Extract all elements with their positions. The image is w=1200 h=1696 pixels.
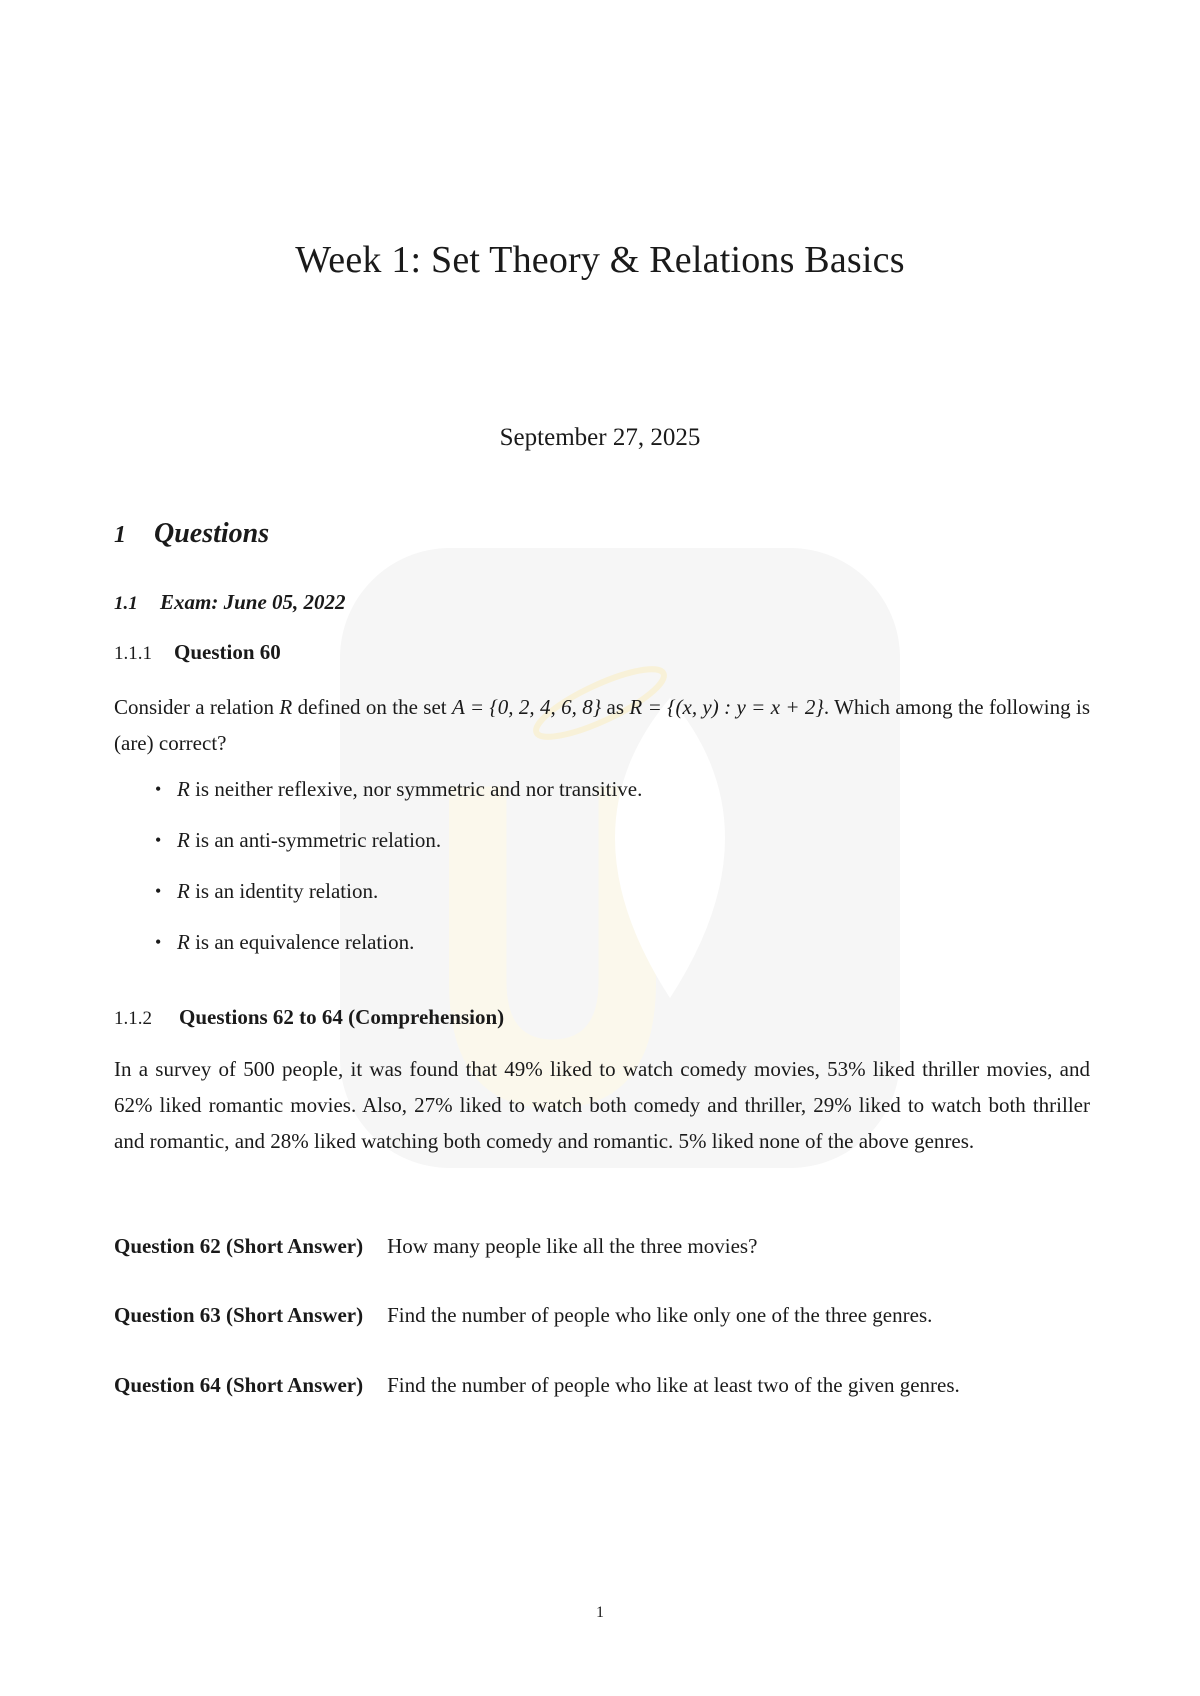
option-text: is an identity relation. (189, 879, 379, 903)
subsection-number: 1.1 (114, 593, 138, 614)
q60-text-part: . Which among the following is (are) correct? (114, 695, 1091, 755)
question-label: Question 63 (Short Answer) (114, 1303, 364, 1327)
math-var-r: R (177, 930, 190, 954)
document-title: Week 1: Set Theory & Relations Basics (295, 239, 905, 281)
list-item (155, 929, 642, 980)
subsubsection-number: 1.1.2 (114, 1008, 152, 1029)
page-number: 1 (596, 1604, 604, 1621)
q60-text-part: defined on the set (292, 695, 453, 719)
q60-text-part: as (601, 695, 630, 719)
math-var-r: R (177, 879, 190, 903)
option-text: is an equivalence relation. (189, 930, 415, 954)
question-text: Find the number of people who like only one of the three genres. (387, 1303, 933, 1327)
subsection-heading-exam (114, 590, 346, 615)
list-item (155, 827, 642, 878)
section-number: 1 (114, 522, 126, 548)
math-set-a: A = {0, 2, 4, 6, 8} (452, 695, 602, 719)
math-relation-r: R = {(x, y) : y = x + 2} (629, 695, 824, 719)
short-answer-question-63 (114, 1303, 932, 1328)
subsubsection-title: Questions 62 to 64 (Comprehension) (179, 1005, 505, 1029)
short-answer-question-64 (114, 1373, 960, 1398)
section-heading-questions (114, 518, 269, 550)
question-label: Question 62 (Short Answer) (114, 1234, 364, 1258)
comprehension-passage: In a survey of 500 people, it was found that 49% liked to watch comedy movies, 53% liked thriller movies, and 62% liked romantic movies. Also, 27% liked to watch both comedy and thriller, 29% liked to watch both thriller and romantic, and 28% liked watching both comedy and romantic. 5% liked none of the above genres. (114, 1057, 1090, 1153)
q60-text-part: Consider a relation (114, 695, 280, 719)
subsubsection-heading-question-60 (114, 640, 281, 665)
document-date: September 27, 2025 (499, 424, 701, 451)
math-var-r: R (177, 777, 190, 801)
option-text: is an anti-symmetric relation. (189, 828, 442, 852)
list-item (155, 878, 642, 929)
question-60-options (155, 776, 642, 980)
question-60-text (114, 689, 1090, 761)
short-answer-question-62 (114, 1234, 757, 1259)
list-item (155, 776, 642, 827)
section-title: Questions (154, 518, 270, 549)
question-text: How many people like all the three movies? (387, 1234, 758, 1258)
subsubsection-title: Question 60 (174, 640, 281, 664)
question-text: Find the number of people who like at least two of the given genres. (387, 1373, 960, 1397)
subsection-title: Exam: June 05, 2022 (160, 590, 346, 614)
question-label: Question 64 (Short Answer) (114, 1373, 364, 1397)
subsubsection-number: 1.1.1 (114, 643, 152, 664)
math-var-r: R (279, 695, 293, 719)
subsubsection-heading-comprehension (114, 1005, 504, 1030)
math-var-r: R (177, 828, 190, 852)
option-text: is neither reflexive, nor symmetric and nor transitive. (189, 777, 643, 801)
